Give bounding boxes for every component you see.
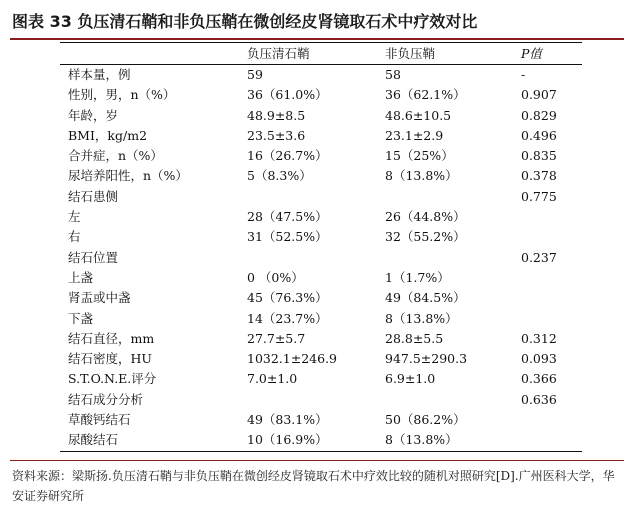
- cell-negative-pressure-value: 5（8.3%）: [247, 168, 312, 184]
- cell-p-value: 0.366: [521, 371, 557, 387]
- cell-negative-pressure-value: 31（52.5%）: [247, 229, 328, 245]
- cell-negative-pressure-value: 28（47.5%）: [247, 209, 328, 225]
- cell-row-label: 结石位置: [68, 249, 119, 265]
- cell-p-value: 0.496: [521, 127, 557, 143]
- table-row: [60, 309, 582, 329]
- cell-row-label: 结石患侧: [68, 188, 119, 204]
- table-header-row: [60, 43, 582, 65]
- cell-negative-pressure-value: 1032.1±246.9: [247, 351, 337, 367]
- cell-p-value: [513, 288, 582, 308]
- table-body: [60, 65, 582, 452]
- table-row: [60, 268, 582, 288]
- cell-negative-pressure-value: 48.9±8.5: [247, 107, 306, 123]
- table-row: [60, 207, 582, 227]
- table-row: [60, 288, 582, 308]
- cell-negative-pressure-value: 36（61.0%）: [247, 87, 328, 103]
- comparison-table: [60, 42, 582, 452]
- cell-negative-pressure-value: 23.5±3.6: [247, 127, 306, 143]
- cell-negative-pressure-value: [239, 248, 377, 268]
- cell-negative-pressure-value: 45（76.3%）: [247, 290, 328, 306]
- header-cell-label: [60, 43, 239, 65]
- cell-non-negative-pressure-value: 15（25%）: [385, 148, 454, 164]
- cell-row-label: 草酸钙结石: [68, 412, 131, 428]
- table-row: [60, 65, 582, 86]
- cell-p-value: 0.907: [521, 87, 557, 103]
- cell-row-label: 尿培养阳性，n（%）: [68, 168, 188, 184]
- cell-negative-pressure-value: 27.7±5.7: [247, 330, 306, 346]
- source-rule: [10, 460, 624, 461]
- cell-row-label: 合并症，n（%）: [68, 148, 163, 164]
- cell-negative-pressure-value: 10（16.9%）: [239, 430, 377, 451]
- table-row: [60, 369, 582, 389]
- cell-row-label: BMI，kg/m2: [68, 127, 148, 143]
- table-row: [60, 390, 582, 410]
- cell-row-label: 下盏: [68, 310, 94, 326]
- comparison-table-container: [60, 42, 582, 452]
- cell-non-negative-pressure-value: 947.5±290.3: [385, 351, 468, 367]
- table-row: [60, 410, 582, 430]
- cell-row-label: 结石直径，mm: [68, 330, 155, 346]
- cell-p-value: 0.775: [521, 188, 557, 204]
- cell-row-label: 样本量，例: [68, 67, 131, 82]
- cell-non-negative-pressure-value: 8（13.8%）: [385, 310, 458, 326]
- table-row: [60, 329, 582, 349]
- cell-p-value: [513, 430, 582, 451]
- header-cell-non-negative-pressure: 非负压鞘: [377, 43, 513, 65]
- cell-non-negative-pressure-value: 26（44.8%）: [385, 209, 466, 225]
- cell-non-negative-pressure-value: 36（62.1%）: [385, 87, 466, 103]
- cell-p-value: [513, 309, 582, 329]
- cell-row-label: 尿酸结石: [60, 430, 239, 451]
- cell-p-value: [513, 410, 582, 430]
- source-note: 资料来源：梁斯扬.负压清石鞘与非负压鞘在微创经皮肾镜取石术中疗效比较的随机对照研究[D].广州医科大学，华安证券研究所: [12, 469, 615, 503]
- cell-non-negative-pressure-value: [377, 390, 513, 410]
- cell-non-negative-pressure-value: 23.1±2.9: [385, 127, 444, 143]
- cell-non-negative-pressure-value: 49（84.5%）: [385, 290, 466, 306]
- cell-non-negative-pressure-value: 8（13.8%）: [385, 168, 458, 184]
- cell-row-label: 结石成分分析: [68, 391, 144, 407]
- cell-non-negative-pressure-value: [377, 187, 513, 207]
- cell-row-label: S.T.O.N.E.评分: [68, 371, 157, 387]
- table-row: [60, 227, 582, 247]
- table-row: [60, 85, 582, 105]
- table-row: [60, 248, 582, 268]
- table-row: [60, 126, 582, 146]
- cell-non-negative-pressure-value: [377, 248, 513, 268]
- cell-negative-pressure-value: 7.0±1.0: [247, 371, 298, 387]
- cell-non-negative-pressure-value: 32（55.2%）: [385, 229, 466, 245]
- cell-row-label: 年龄，岁: [68, 107, 119, 123]
- cell-non-negative-pressure-value: 8（13.8%）: [377, 430, 513, 451]
- cell-negative-pressure-value: 49（83.1%）: [247, 412, 328, 428]
- cell-row-label: 左: [68, 209, 81, 225]
- cell-p-value: 0.835: [521, 148, 557, 164]
- header-cell-negative-pressure: 负压清石鞘: [239, 43, 377, 65]
- table-row: [60, 106, 582, 126]
- cell-non-negative-pressure-value: 1（1.7%）: [385, 269, 450, 285]
- cell-p-value: 0.378: [521, 168, 557, 184]
- cell-non-negative-pressure-value: 48.6±10.5: [385, 107, 452, 123]
- cell-row-label: 肾盂或中盏: [68, 290, 131, 306]
- cell-negative-pressure-value: 14（23.7%）: [247, 310, 328, 326]
- table-row: [60, 146, 582, 166]
- cell-p-value: [513, 227, 582, 247]
- cell-p-value: [513, 268, 582, 288]
- cell-non-negative-pressure-value: 6.9±1.0: [385, 371, 436, 387]
- cell-negative-pressure-value: [239, 187, 377, 207]
- table-row: [60, 349, 582, 369]
- figure-title: 图表 33 负压清石鞘和非负压鞘在微创经皮肾镜取石术中疗效对比: [12, 12, 478, 31]
- cell-negative-pressure-value: 59: [247, 67, 263, 82]
- cell-p-value: [513, 207, 582, 227]
- cell-p-value: 0.312: [521, 330, 557, 346]
- cell-p-value: -: [521, 67, 526, 82]
- cell-negative-pressure-value: 16（26.7%）: [247, 148, 328, 164]
- title-rule: [10, 38, 624, 40]
- cell-p-value: 0.636: [521, 391, 557, 407]
- cell-non-negative-pressure-value: 28.8±5.5: [385, 330, 444, 346]
- cell-row-label: 性别，男，n（%）: [68, 87, 176, 103]
- cell-p-value: 0.093: [521, 351, 557, 367]
- cell-row-label: 右: [68, 229, 81, 245]
- table-row: [60, 187, 582, 207]
- cell-negative-pressure-value: 0 （0%）: [247, 269, 304, 285]
- cell-non-negative-pressure-value: 50（86.2%）: [385, 412, 466, 428]
- cell-row-label: 上盏: [68, 269, 94, 285]
- table-row: [60, 166, 582, 186]
- cell-p-value: 0.237: [521, 249, 557, 265]
- cell-non-negative-pressure-value: 58: [385, 67, 401, 82]
- cell-p-value: 0.829: [521, 107, 557, 123]
- cell-negative-pressure-value: [239, 390, 377, 410]
- table-row: [60, 430, 582, 451]
- header-cell-p-value: P值: [513, 43, 582, 65]
- cell-row-label: 结石密度，HU: [68, 351, 152, 367]
